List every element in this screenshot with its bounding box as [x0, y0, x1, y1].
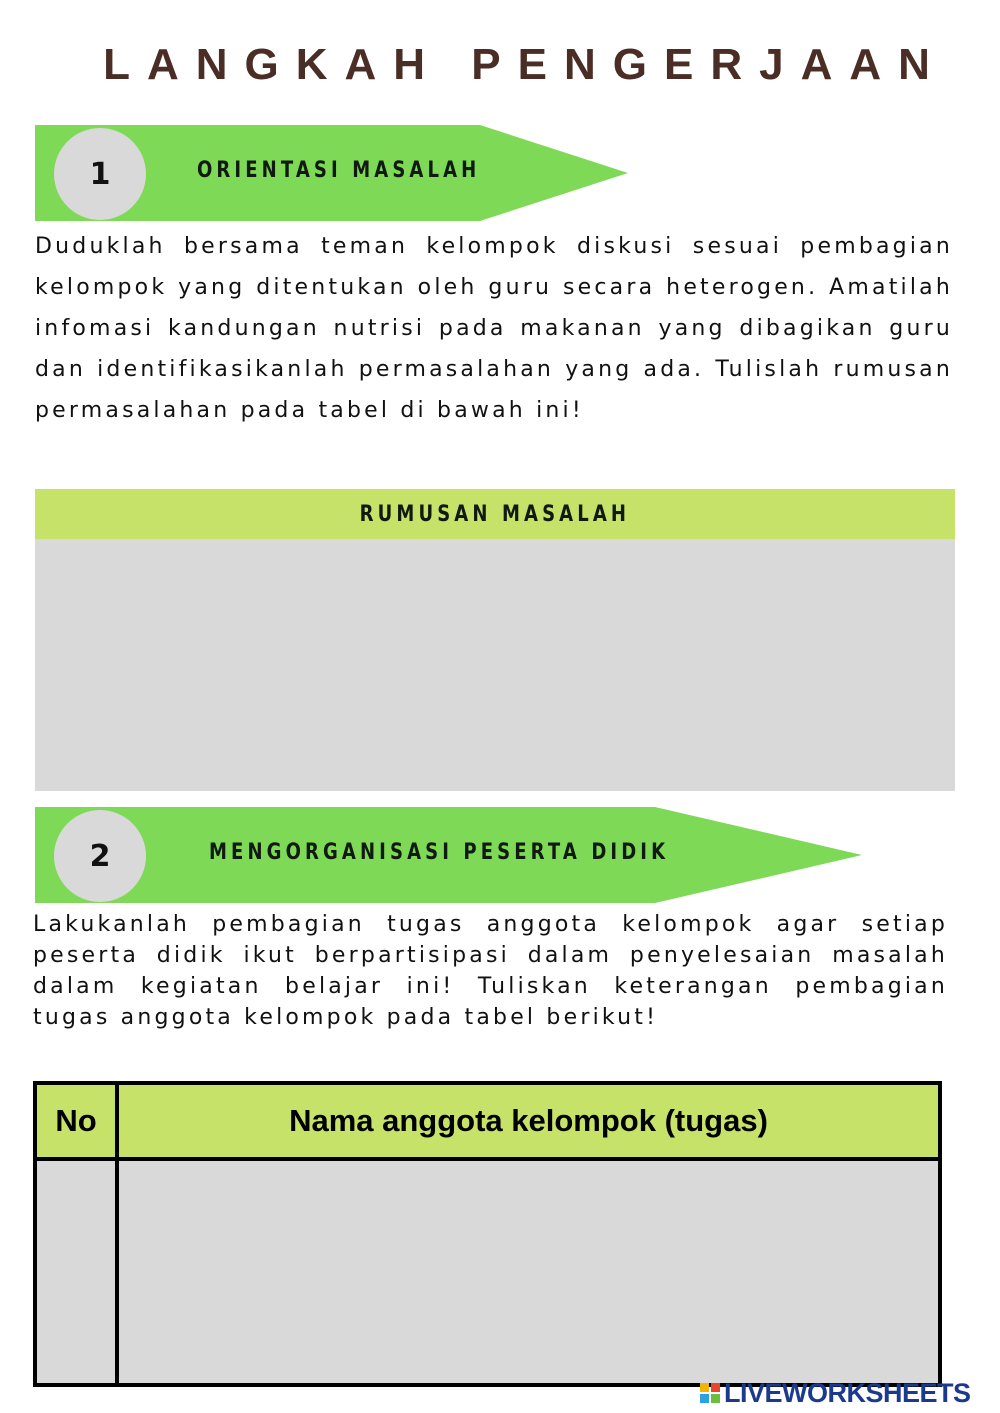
member-task-table: [33, 1081, 942, 1387]
column-header-no: No: [35, 1083, 117, 1159]
table-row: [35, 1159, 940, 1385]
step2-label: MENGORGANISASI PESERTA DIDIK: [209, 840, 670, 865]
no-cell[interactable]: [35, 1159, 117, 1385]
liveworksheets-watermark: [700, 1378, 971, 1408]
step1-label: ORIENTASI MASALAH: [197, 158, 481, 183]
step1-instructions: Duduklah bersama teman kelompok diskusi sesuai pembagian kelompok yang ditentukan oleh guru secara heterogen. Amatilah infomasi kandungan nutrisi pada makanan yang dibagikan guru dan identifikasikanlah permasalahan yang ada. Tulislah rumusan permasalahan pada tabel di bawah ini!: [35, 234, 953, 423]
step1-banner: [35, 125, 635, 221]
page-title: LANGKAH PENGERJAAN: [103, 40, 947, 89]
liveworksheets-logo-icon: [700, 1383, 720, 1403]
step1-number-badge: 1: [54, 128, 146, 220]
rumusan-masalah-header-label: RUMUSAN MASALAH: [359, 501, 631, 527]
rumusan-masalah-header: [35, 489, 955, 539]
member-task-cell[interactable]: [117, 1159, 940, 1385]
column-header-member-task: Nama anggota kelompok (tugas): [117, 1083, 940, 1159]
step2-banner: [35, 807, 865, 903]
step2-number-badge: 2: [54, 810, 146, 902]
rumusan-masalah-answer-box[interactable]: [35, 539, 955, 791]
table-header-row: [35, 1083, 940, 1159]
step2-instructions: Lakukanlah pembagian tugas anggota kelompok agar setiap peserta didik ikut berpartisipasi dalam penyelesaian masalah dalam kegiatan belajar ini! Tuliskan keterangan pembagian tugas anggota kelompok pada tabel berikut!: [33, 912, 948, 1030]
watermark-text: LIVEWORKSHEETS: [724, 1377, 971, 1408]
